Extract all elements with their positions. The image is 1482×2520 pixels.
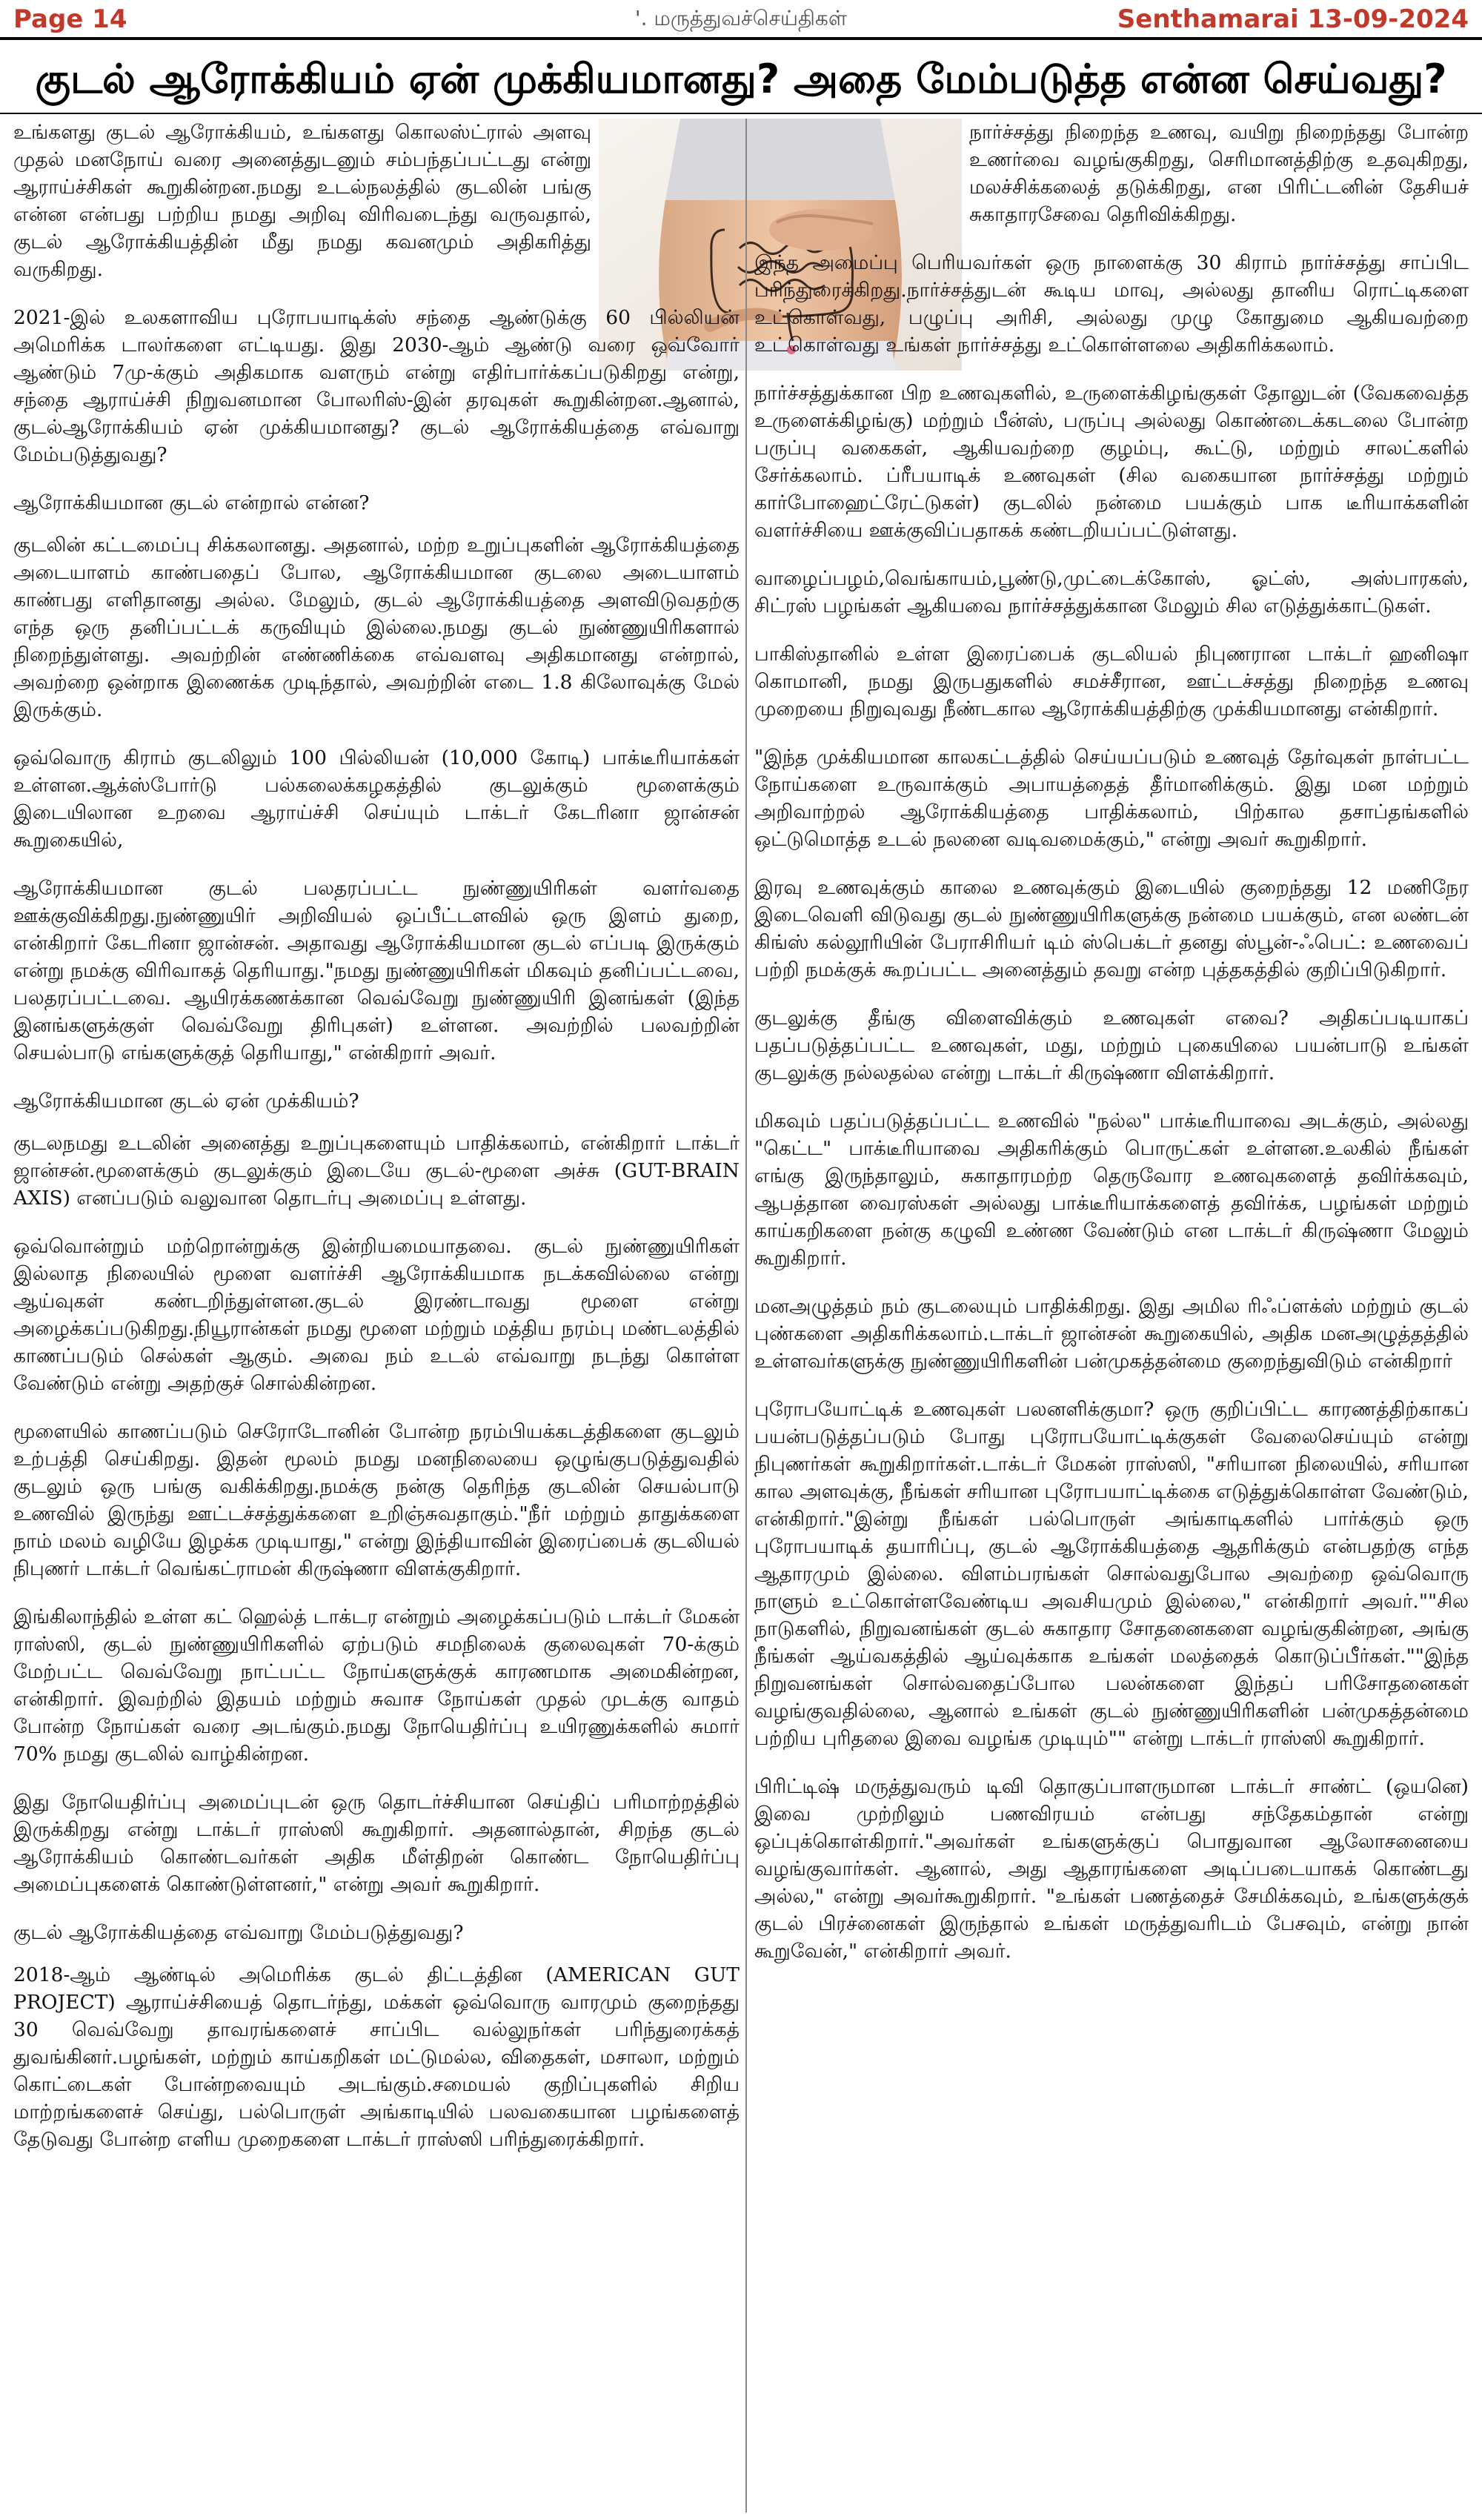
- paragraph: ஆரோக்கியமான குடல் பலதரப்பட்ட நுண்ணுயிரிகள் வளர்வதை ஊக்குவிக்கிறது.நுண்ணுயிர் அறிவியல் ஒப்பீட்டளவில் ஒரு இளம் துறை, என்கிறார் கேடரினா ஜான்சன். அதாவது ஆரோக்கியமான குடல் எப்படி இருக்கும் என்று நமக்கு விரிவாகத் தெரியாது."நமது நுண்ணுயிரிகள் மிகவும் தனிப்பட்டவை, பலதரப்பட்டவை. ஆயிரக்கணக்கான வெவ்வேறு நுண்ணுயிரி இனங்கள் (இந்த இனங்களுக்குள் வெவ்வேறு திரிபுகள்) உள்ளன. அவற்றில் பலவற்றின் செயல்பாடு எங்களுக்குத் தெரியாது," என்கிறார் அவர்.: [13, 877, 740, 1064]
- article-column-right: [754, 119, 1469, 2514]
- publication-date: Senthamarai 13-09-2024: [1117, 4, 1469, 34]
- paragraph: மிகவும் பதப்படுத்தப்பட்ட உணவில் "நல்ல" பாக்டீரியாவை அடக்கும், அல்லது "கெட்ட" பாக்டீரியாவை அதிகரிக்கும் பொருட்கள் உள்ளன.உலகில் நீங்கள் எங்கு இருந்தாலும், சுகாதாரமற்ற தெருவோர உணவுகளைத் தவிர்க்கவும், ஆபத்தான வைரஸ்கள் அல்லது பாக்டீரியாக்களைத் தவிர்க்க, பழங்கள் மற்றும் காய்கறிகளை நன்கு கழுவி உண்ண வேண்டும் என டாக்டர் கிருஷ்ணா மேலும் கூறுகிறார்.: [754, 1110, 1469, 1270]
- subheading: குடல் ஆரோக்கியத்தை எவ்வாறு மேம்படுத்துவது?: [13, 1921, 464, 1944]
- paragraph: பாகிஸ்தானில் உள்ள இரைப்பைக் குடலியல் நிபுணரான டாக்டர் ஹனிஷா கொமானி, நமது இருபதுகளில் சமச்சீரான, ஊட்டச்சத்து நிறைந்த உணவு முறையை நிறுவுவது நீண்டகால ஆரோக்கியத்திற்கு முக்கியமானது என்கிறார்.: [754, 643, 1469, 720]
- paragraph: இது நோயெதிர்ப்பு அமைப்புடன் ஒரு தொடர்ச்சியான செய்திப் பரிமாற்றத்தில் இருக்கிறது என்று டாக்டர் ராஸ்ஸி கூறுகிறார். அதனால்தான், சிறந்த குடல் ஆரோக்கியம் கொண்டவர்கள் அதிக மீள்திறன் கொண்ட நோயெதிர்ப்பு அமைப்புகளைக் கொண்டுள்ளனர்," என்று அவர் கூறுகிறார்.: [13, 1791, 740, 1896]
- paragraph: குடலநமது உடலின் அனைத்து உறுப்புகளையும் பாதிக்கலாம், என்கிறார் டாக்டர் ஜான்சன்.மூளைக்கும் குடலுக்கும் இடையே குடல்-மூளை அச்சு (GUT-BRAIN AXIS) எனப்படும் வலுவான தொடர்பு அமைப்பு உள்ளது.: [13, 1132, 740, 1210]
- paragraph: பிரிட்டிஷ் மருத்துவரும் டிவி தொகுப்பாளருமான டாக்டர் சாண்ட் (ஒயனெ) இவை முற்றிலும் பணவிரயம் என்பது சந்தேகம்தான் என்று ஒப்புக்கொள்கிறார்."அவர்கள் உங்களுக்குப் பொதுவான ஆலோசனையை வழங்குவார்கள். ஆனால், அது ஆதாரங்களை அடிப்படையாகக் கொண்டது அல்ல," என்று அவர்கூறுகிறார். "உங்கள் பணத்தைச் சேமிக்கவும், உங்களுக்குக் குடல் பிரச்னைகள் இருந்தால் உங்கள் மருத்துவரிடம் பேசவும், என்று நான் கூறுவேன்," என்கிறார் அவர்.: [754, 1775, 1469, 1963]
- article-column-left: [13, 119, 740, 2514]
- paragraph: நார்ச்சத்துக்கான பிற உணவுகளில், உருளைக்கிழங்குகள் தோலுடன் (வேகவைத்த உருளைக்கிழங்கு) மற்றும் பீன்ஸ், பருப்பு அல்லது கொண்டைக்கடலை போன்ற பருப்பு வகைகள், ஆகியவற்றை குழம்பு, கூட்டு, மற்றும் சாலட்களில் சேர்க்கலாம். ப்ரீபயாடிக் உணவுகள் (சில வகையான நார்ச்சத்து மற்றும் கார்போஹைட்ரேட்டுகள்) குடலில் நன்மை பயக்கும் பாக டீரியாக்களின் வளர்ச்சியை ஊக்குவிப்பதாகக் கண்டறியப்பட்டுள்ளது.: [754, 382, 1469, 542]
- subheading: ஆரோக்கியமான குடல் என்றால் என்ன?: [13, 491, 370, 514]
- page-number: Page 14: [13, 4, 127, 34]
- paragraph: 2021-இல் உலகளாவிய புரோபயாடிக்ஸ் சந்தை ஆண்டுக்கு 60 பில்லியன் அமெரிக்க டாலர்களை எட்டியது. இது 2030-ஆம் ஆண்டு வரை ஒவ்வோர் ஆண்டும் 7மு-க்கும் அதிகமாக வளரும் என்று எதிர்பார்க்கப்படுகிறது என்று, சந்தை ஆராய்ச்சி நிறுவனமான போலரிஸ்-இன் தரவுகள் கூறுகின்றன.ஆனால், குடல்ஆரோக்கியம் ஏன் முக்கியமானது? குடல் ஆரோக்கியத்தை எவ்வாறு மேம்படுத்துவது?: [13, 306, 740, 466]
- paragraph: நார்ச்சத்து நிறைந்த உணவு, வயிறு நிறைந்தது போன்ற உணர்வை வழங்குகிறது, செரிமானத்திற்கு உதவுகிறது, மலச்சிக்கலைத் தடுக்கிறது, என பிரிட்டனின் தேசியச் சுகாதாரசேவை தெரிவிக்கிறது.: [969, 121, 1469, 226]
- paragraph: இங்கிலாந்தில் உள்ள கட் ஹெல்த் டாக்டர என்றும் அழைக்கப்படும் டாக்டர் மேகன் ராஸ்ஸி, குடல் நுண்ணுயிரிகளில் ஏற்படும் சமநிலைக் குலைவுகள் 70-க்கும் மேற்பட்ட வெவ்வேறு நாட்பட்ட நோய்களுக்குக் காரணமாக அமைகின்றன, என்கிறார். இவற்றில் இதயம் மற்றும் சுவாச நோய்கள் முதல் முடக்கு வாதம் போன்ற நோய்கள் வரை அடங்கும்.நமது நோயெதிர்ப்பு உயிரணுக்களில் சுமார் 70% நமது குடலில் வாழ்கின்றன.: [13, 1605, 740, 1765]
- article-headline: குடல் ஆரோக்கியம் ஏன் முக்கியமானது? அதை மேம்படுத்த என்ன செய்வது?: [35, 56, 1447, 102]
- paragraph: வாழைப்பழம்,வெங்காயம்,பூண்டு,முட்டைக்கோஸ், ஓட்ஸ், அஸ்பாரகஸ், சிட்ரஸ் பழங்கள் ஆகியவை நார்ச்சத்துக்கான மேலும் சில எடுத்துக்காட்டுகள்.: [754, 567, 1469, 617]
- paragraph: 2018-ஆம் ஆண்டில் அமெரிக்க குடல் திட்டத்தின (AMERICAN GUT PROJECT) ஆராய்ச்சியைத் தொடர்ந்து, மக்கள் ஒவ்வொரு வாரமும் குறைந்தது 30 வெவ்வேறு தாவரங்களைச் சாப்பிட வல்லுநர்கள் பரிந்துரைக்கத் துவங்கினர்.பழங்கள், மற்றும் காய்கறிகள் மட்டுமல்ல, விதைகள், மசாலா, மற்றும் கொட்டைகள் போன்றவையும் அடங்கும்.சமையல் குறிப்புகளில் சிறிய மாற்றங்களைச் செய்து, பல்பொருள் அங்காடியில் பலவகையான பழங்களைத் தேடுவது போன்ற எளிய முறைகளை டாக்டர் ராஸ்ஸி பரிந்துரைக்கிறார்.: [13, 1963, 740, 2151]
- paragraph: புரோபயோட்டிக் உணவுகள் பலனளிக்குமா? ஒரு குறிப்பிட்ட காரணத்திற்காகப் பயன்படுத்தப்படும் போது புரோபயோட்டிக்குகள் வேலைசெய்யும் என்று நிபுணர்கள் கூறுகிறார்கள்.டாக்டர் மேகன் ராஸ்ஸி, "சரியான நிலையில், சரியான கால அளவுக்கு, நீங்கள் சரியான புரோபயாட்டிக்கை எடுத்துக்கொள்ள வேண்டும், என்கிறார்."இன்று நீங்கள் பல்பொருள் அங்காடிகளில் பார்க்கும் ஒரு புரோபயாடிக் தயாரிப்பு, குடல் ஆரோக்கியத்தை ஆதரிக்கும் என்பதற்கு எந்த ஆதாரமும் இல்லை. விளம்பரங்கள் சொல்வதுபோல அவற்றை ஒவ்வொரு நாளும் உட்கொள்ளவேண்டிய அவசியமும் இல்லை," என்கிறார் அவர்.""சில நாடுகளில், நிறுவனங்கள் குடல் சுகாதார சோதனைகளை வழங்குகின்றன, அங்கு நீங்கள் ஆய்வகத்தில் ஆய்வுக்காக உங்கள் மலத்தைக் கொடுப்பீர்கள்.""இந்த நிறுவனங்கள் சொல்வதைப்போல பலன்களை இந்தப் பரிசோதனைகள் வழங்குவதில்லை, ஆனால் உங்கள் குடல் நுண்ணுயிரிகளின் பன்முகத்தன்மை பற்றிய புரிதலை இவை வழங்க முடியும்"" என்று டாக்டர் ராஸ்ஸி கூறுகிறார்.: [754, 1398, 1469, 1750]
- paragraph: மூளையில் காணப்படும் செரோடோனின் போன்ற நரம்பியக்கடத்திகளை குடலும் உற்பத்தி செய்கிறது. இதன் மூலம் நமது மனநிலையை ஒழுங்குபடுத்துவதில் குடலும் ஒரு பங்கு வகிக்கிறது.நமக்கு நன்கு தெரிந்த குடலின் செயல்பாடு உணவில் இருந்து ஊட்டச்சத்துக்களை உறிஞ்சுவதாகும்."நீர் மற்றும் தாதுக்களை நாம் மலம் வழியே இழக்க முடியாது," என்று இந்தியாவின் இரைப்பைக் குடலியல் நிபுணர் டாக்டர் வெங்கட்ராமன் கிருஷ்ணா விளக்குகிறார்.: [13, 1420, 740, 1580]
- headline-rule: [0, 113, 1482, 114]
- paragraph: குடலுக்கு தீங்கு விளைவிக்கும் உணவுகள் எவை? அதிகப்படியாகப் பதப்படுத்தப்பட்ட உணவுகள், மது, மற்றும் புகையிலை பயன்பாடு உங்கள் குடலுக்கு நல்லதல்ல என்று டாக்டர் கிருஷ்ணா விளக்கிறார்.: [754, 1007, 1469, 1084]
- column-divider: [745, 119, 747, 2513]
- page-header-bar: [0, 0, 1482, 40]
- section-name: '. மருத்துவச்செய்திகள்: [634, 6, 848, 30]
- subheading: ஆரோக்கியமான குடல் ஏன் முக்கியம்?: [13, 1090, 359, 1113]
- paragraph: உங்களது குடல் ஆரோக்கியம், உங்களது கொலஸ்ட்ரால் அளவு முதல் மனநோய் வரை அனைத்துடனும் சம்பந்தப்பட்டது என்று ஆராய்ச்சிகள் கூறுகின்றன.நமது உடல்நலத்தில் குடலின் பங்கு என்ன என்பது பற்றிய நமது அறிவு விரிவடைந்து வருவதால், குடல் ஆரோக்கியத்தின் மீது நமது கவனமும் அதிகரித்து வருகிறது.: [13, 121, 591, 281]
- paragraph: ஒவ்வொரு கிராம் குடலிலும் 100 பில்லியன் (10,000 கோடி) பாக்டீரியாக்கள் உள்ளன.ஆக்ஸ்போர்டு பல்கலைக்கழகத்தில் குடலுக்கும் மூளைக்கும் இடையிலான உறவை ஆராய்ச்சி செய்யும் டாக்டர் கேடரினா ஜான்சன் கூறுகையில்,: [13, 746, 740, 852]
- paragraph: "இந்த முக்கியமான காலகட்டத்தில் செய்யப்படும் உணவுத் தேர்வுகள் நாள்பட்ட நோய்களை உருவாக்கும் அபாயத்தைத் தீர்மானிக்கும். இது மன மற்றும் அறிவாற்றல் ஆரோக்கியத்தை பாதிக்கலாம், பிற்கால தசாப்தங்களில் ஒட்டுமொத்த உடல் நலனை வடிவமைக்கும்," என்று அவர் கூறுகிறார்.: [754, 746, 1469, 851]
- paragraph: இரவு உணவுக்கும் காலை உணவுக்கும் இடையில் குறைந்தது 12 மணிநேர இடைவெளி விடுவது குடல் நுண்ணுயிரிகளுக்கு நன்மை பயக்கும், என லண்டன் கிங்ஸ் கல்லூரியின் பேராசிரியர் டிம் ஸ்பெக்டர் தனது ஸ்பூன்-ஃபெட்: உணவைப் பற்றி நமக்குக் கூறப்பட்ட அனைத்தும் தவறு என்ற புத்தகத்தில் குறிப்பிடுகிறார்.: [754, 876, 1469, 981]
- paragraph: இந்த அமைப்பு பெரியவர்கள் ஒரு நாளைக்கு 30 கிராம் நார்ச்சத்து சாப்பிட பரிந்துரைக்கிறது.நார்ச்சத்துடன் கூடிய மாவு, அல்லது தானிய ரொட்டிகளை உட்கொள்வது, பழுப்பு அரிசி, அல்லது முழு கோதுமை ஆகியவற்றை உட்கொள்வது உங்கள் நார்ச்சத்து உட்கொள்ளலை அதிகரிக்கலாம்.: [754, 251, 1469, 357]
- paragraph: ஒவ்வொன்றும் மற்றொன்றுக்கு இன்றியமையாதவை. குடல் நுண்ணுயிரிகள் இல்லாத நிலையில் மூளை வளர்ச்சி ஆரோக்கியமாக நடக்கவில்லை என்று ஆய்வுகள் கண்டறிந்துள்ளன.குடல் இரண்டாவது மூளை என்று அழைக்கப்படுகிறது.நியூரான்கள் நமது மூளை மற்றும் மத்திய நரம்பு மண்டலத்தில் காணப்படும் செல்கள் ஆகும். அவை நம் உடல் எவ்வாறு நடந்து கொள்ள வேண்டும் என்று அதற்குச் சொல்கின்றன.: [13, 1235, 740, 1395]
- paragraph: குடலின் கட்டமைப்பு சிக்கலானது. அதனால், மற்ற உறுப்புகளின் ஆரோக்கியத்தை அடையாளம் காண்பதைப் போல, ஆரோக்கியமான குடலை அடையாளம் காண்பது எளிதானது அல்ல. மேலும், குடல் ஆரோக்கியத்தை அளவிடுவதற்கு எந்த ஒரு தனிப்பட்டக் கருவியும் இல்லை.நமது குடல் நுண்ணுயிரிகளால் நிறைந்துள்ளது. அவற்றின் எண்ணிக்கை எவ்வளவு அதிகமானது என்றால், அவற்றை ஒன்றாக இணைக்க முடிந்தால், அவற்றின் எடை 1.8 கிலோவுக்கு மேல் இருக்கும்.: [13, 534, 740, 721]
- paragraph: மனஅழுத்தம் நம் குடலையும் பாதிக்கிறது. இது அமில ரிஃப்ளக்ஸ் மற்றும் குடல் புண்களை அதிகரிக்கலாம்.டாக்டர் ஜான்சன் கூறுகையில், அதிக மனஅழுத்தத்தில் உள்ளவர்களுக்கு நுண்ணுயிரிகளின் பன்முகத்தன்மை குறைந்துவிடும் என்கிறார்: [754, 1295, 1469, 1373]
